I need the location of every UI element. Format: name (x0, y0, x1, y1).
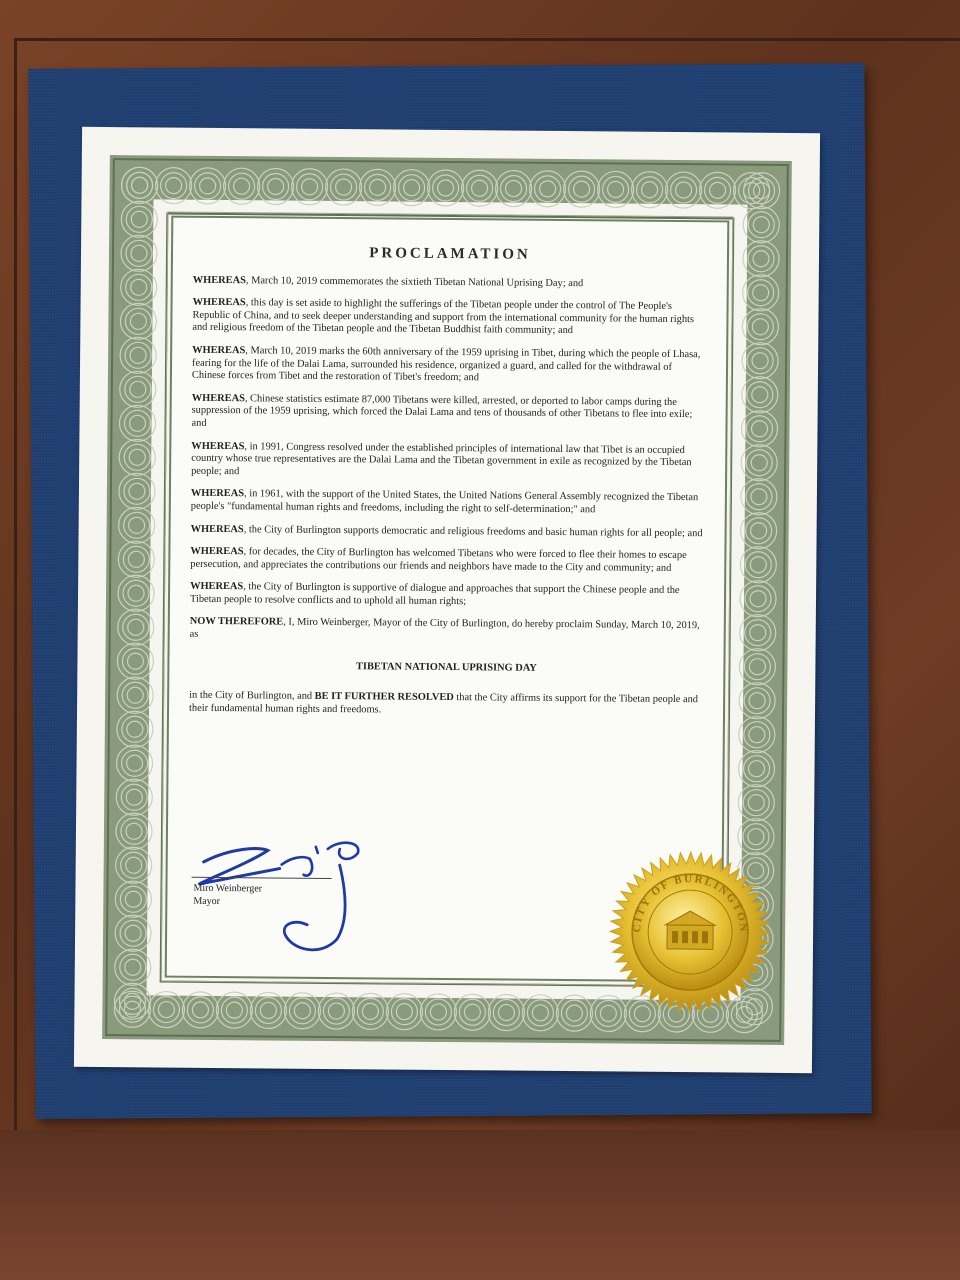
whereas-paragraph (191, 523, 705, 540)
paragraph-lead: WHEREAS (190, 488, 245, 500)
closing-bold: BE IT FURTHER RESOLVED (314, 691, 454, 704)
paragraph-lead: WHEREAS (190, 523, 244, 535)
paragraph-lead: WHEREAS (190, 545, 244, 558)
paragraph-lead: WHEREAS (192, 274, 246, 286)
paragraph-text: , Chinese statistics estimate 87,000 Tibetans were killed, arrested, or deported to labor camps during the suppression of the 1959 uprising, which forced the Dalai Lama and tens of thousands of other Tibetans to flee into exile; and (191, 392, 693, 429)
seal-text: CITY OF BURLINGTON (630, 873, 750, 934)
whereas-paragraph (192, 345, 706, 387)
whereas-paragraph (191, 393, 705, 435)
whereas-paragraph (191, 488, 705, 518)
paragraph-lead: WHEREAS (191, 440, 245, 452)
tabletop-bottom (0, 1130, 960, 1280)
paragraph-text: , the City of Burlington supports democratic and religious freedoms and basic human rights for all people; and (243, 523, 703, 539)
declared-day: TIBETAN NATIONAL UPRISING DAY (355, 660, 537, 674)
paragraph-lead: WHEREAS (192, 296, 246, 309)
signer-name: Miro Weinberger (193, 882, 263, 895)
whereas-paragraph (190, 581, 704, 611)
paragraph-text: , March 10, 2019 commemorates the sixtieth Tibetan National Uprising Day; and (245, 274, 584, 289)
whereas-paragraph (192, 297, 706, 339)
signer-block (193, 882, 262, 909)
paragraph-text: , the City of Burlington is supportive of dialogue and approaches that support the Chinese people and the Tibetan people to resolve conflicts and to uphold all human rights; (189, 581, 680, 608)
closing-pre: in the City of Burlington, and (189, 690, 315, 703)
signer-title: Mayor (193, 895, 221, 908)
whereas-paragraph (190, 546, 704, 576)
paragraph-text: , this day is set aside to highlight the sufferings of the Tibetan people under the control of The People's Republic of China, and to seek deeper understanding and support from the international community for the human rights and religious freedom of the Tibetan people and the Tibetan Buddhist faith community; and (192, 297, 695, 337)
paragraph-text: , March 10, 2019 marks the 60th anniversary of the 1959 uprising in Tibet, during which the people of Lhasa, fearing for the life of the Dalai Lama, surrounded his residence, organized a guard, and called for the withdrawal of Chinese forces from Tibet and the restoration of Tibet's freedom; and (191, 345, 701, 384)
closing-post: that the City affirms its support for the Tibetan people and their fundamental human rights and freedoms. (188, 692, 699, 716)
paragraph-lead: WHEREAS (192, 344, 246, 357)
document-title: PROCLAMATION (369, 245, 531, 263)
closing-paragraph (189, 690, 703, 720)
paragraph-lead: WHEREAS (191, 392, 245, 404)
paragraph-text: , in 1991, Congress resolved under the established principles of international law that Tibet is an occupied country whose true representatives are the Dalai Lama and the Tibetan government in exile as recognized by the Tibetan people; and (191, 440, 692, 477)
paragraph-text: , in 1961, with the support of the United States, the United Nations General Assembly recognized the Tibetan people's "fundamental human rights and freedoms, including the right to self-determination;" and (190, 488, 699, 516)
paragraph-text: , for decades, the City of Burlington has welcomed Tibetans who were forced to flee their homes to escape persecution, and appreciates the contributions our friends and neighbors have made to the City and community; and (190, 546, 687, 574)
whereas-paragraph (193, 274, 707, 291)
paragraph-lead: NOW THEREFORE (189, 616, 284, 629)
whereas-paragraph (190, 616, 704, 646)
paragraph-text: , I, Miro Weinberger, Mayor of the City of Burlington, do hereby proclaim Sunday, March 10, 2019, as (189, 617, 700, 640)
gold-city-seal (604, 846, 775, 1017)
paragraph-lead: WHEREAS (190, 581, 244, 593)
whereas-paragraph (191, 440, 705, 482)
certificate-paper (74, 127, 820, 1073)
paragraph-list (190, 274, 707, 646)
proclamation-body (189, 246, 707, 730)
